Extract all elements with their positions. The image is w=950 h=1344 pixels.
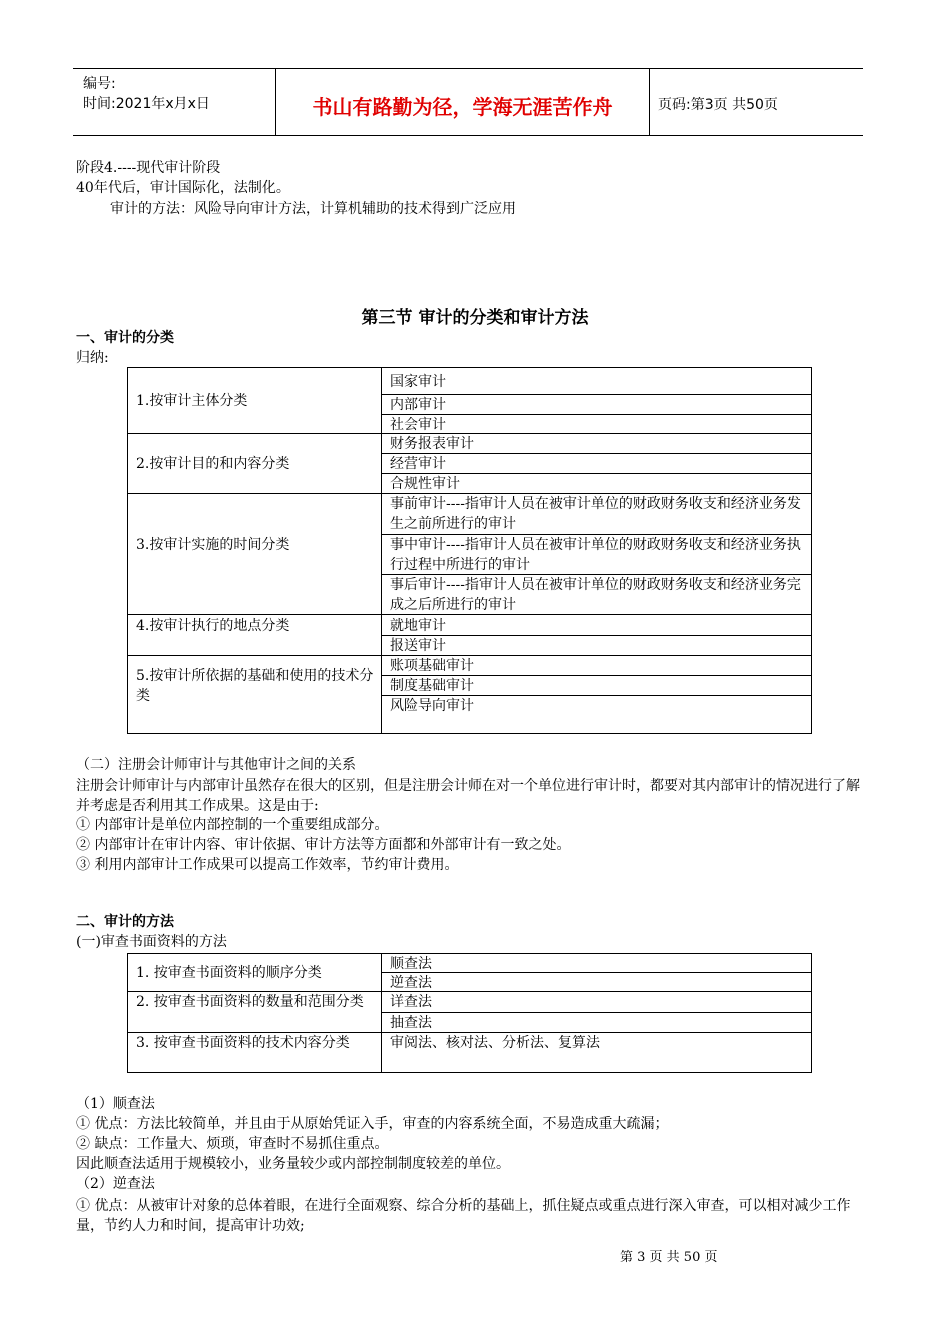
summary-label: 归纳:	[76, 350, 109, 366]
method-category-1: 1. 按审查书面资料的顺序分类	[136, 965, 322, 981]
part2-heading: 二、审计的方法	[76, 914, 174, 930]
class-category-1: 1.按审计主体分类	[136, 393, 248, 409]
method-item: 逆查法	[390, 975, 432, 991]
forward-pro: ① 优点：方法比较简单，并且由于从原始凭证入手，审查的内容系统全面，不易造成重大疏漏；	[76, 1116, 669, 1132]
relation-heading: （二）注册会计师审计与其他审计之间的关系	[76, 757, 356, 773]
class-category-3: 3.按审计实施的时间分类	[136, 537, 290, 553]
page-footer: 第 3 页 共 50 页	[620, 1250, 718, 1265]
class-item: 账项基础审计	[390, 658, 474, 674]
method-item: 顺查法	[390, 956, 432, 972]
classification-table	[127, 367, 812, 734]
forward-title: （1）顺查法	[76, 1096, 155, 1112]
class-item: 事前审计----指审计人员在被审计单位的财政财务收支和经济业务发生之前所进行的审计	[390, 496, 801, 532]
class-item: 财务报表审计	[390, 436, 474, 452]
part2-subheading: (一)审查书面资料的方法	[76, 934, 227, 950]
relation-paragraph: 注册会计师审计与内部审计虽然存在很大的区别，但是注册会计师在对一个单位进行审计时，都要对其内部审计的情况进行了解并考虑是否利用其工作成果。这是由于:	[76, 778, 860, 814]
header-page-cell	[650, 69, 863, 135]
intro-line-2: 40年代后，审计国际化，法制化。	[76, 180, 290, 196]
class-category-4: 4.按审计执行的地点分类	[136, 618, 290, 634]
page-header	[73, 68, 863, 136]
header-motto: 书山有路勤为径，学海无涯苦作舟	[312, 95, 613, 119]
class-item: 国家审计	[390, 374, 446, 390]
class-item: 合规性审计	[390, 476, 460, 492]
class-category-2: 2.按审计目的和内容分类	[136, 456, 290, 472]
class-item: 事后审计----指审计人员在被审计单位的财政财务收支和经济业务完成之后所进行的审计	[390, 577, 801, 613]
reverse-pro: ① 优点：从被审计对象的总体着眼，在进行全面观察、综合分析的基础上，抓住疑点或重点进行深入审查，可以相对减少工作量，节约人力和时间，提高审计功效;	[76, 1198, 851, 1234]
section-title: 第三节 审计的分类和审计方法	[361, 308, 589, 328]
method-item: 详查法	[390, 994, 432, 1010]
method-category-2: 2. 按审查书面资料的数量和范围分类	[136, 994, 364, 1010]
forward-con: ② 缺点：工作量大、烦琐，审查时不易抓住重点。	[76, 1136, 389, 1152]
header-page-label: 页码:第3页 共50页	[658, 97, 778, 113]
class-category-5: 5.按审计所依据的基础和使用的技术分类	[136, 668, 374, 704]
class-item: 社会审计	[390, 417, 446, 433]
reverse-title: （2）逆查法	[76, 1176, 155, 1192]
intro-line-3: 审计的方法：风险导向审计方法，计算机辅助的技术得到广泛应用	[110, 201, 516, 217]
class-item: 风险导向审计	[390, 698, 474, 714]
relation-point-3: ③ 利用内部审计工作成果可以提高工作效率，节约审计费用。	[76, 857, 459, 873]
class-item: 经营审计	[390, 456, 446, 472]
class-item: 报送审计	[390, 638, 446, 654]
doc-time-label: 时间:2021年x月x日	[83, 96, 210, 112]
class-item: 内部审计	[390, 397, 446, 413]
method-item: 审阅法、核对法、分析法、复算法	[390, 1035, 600, 1051]
method-item: 抽查法	[390, 1015, 432, 1031]
methods-table	[127, 953, 812, 1073]
class-item: 制度基础审计	[390, 678, 474, 694]
class-item: 就地审计	[390, 618, 446, 634]
relation-point-2: ② 内部审计在审计内容、审计依据、审计方法等方面都和外部审计有一致之处。	[76, 837, 571, 853]
doc-number-label: 编号:	[83, 76, 116, 92]
class-item: 事中审计----指审计人员在被审计单位的财政财务收支和经济业务执行过程中所进行的审计	[390, 537, 801, 573]
header-meta-cell	[73, 69, 276, 135]
method-category-3: 3. 按审查书面资料的技术内容分类	[136, 1035, 350, 1051]
relation-point-1: ① 内部审计是单位内部控制的一个重要组成部分。	[76, 817, 389, 833]
forward-conclusion: 因此顺查法适用于规模较小，业务量较少或内部控制制度较差的单位。	[76, 1156, 510, 1172]
intro-line-1: 阶段4.----现代审计阶段	[76, 160, 221, 176]
part1-heading: 一、审计的分类	[76, 330, 174, 346]
header-motto-cell	[276, 69, 650, 135]
